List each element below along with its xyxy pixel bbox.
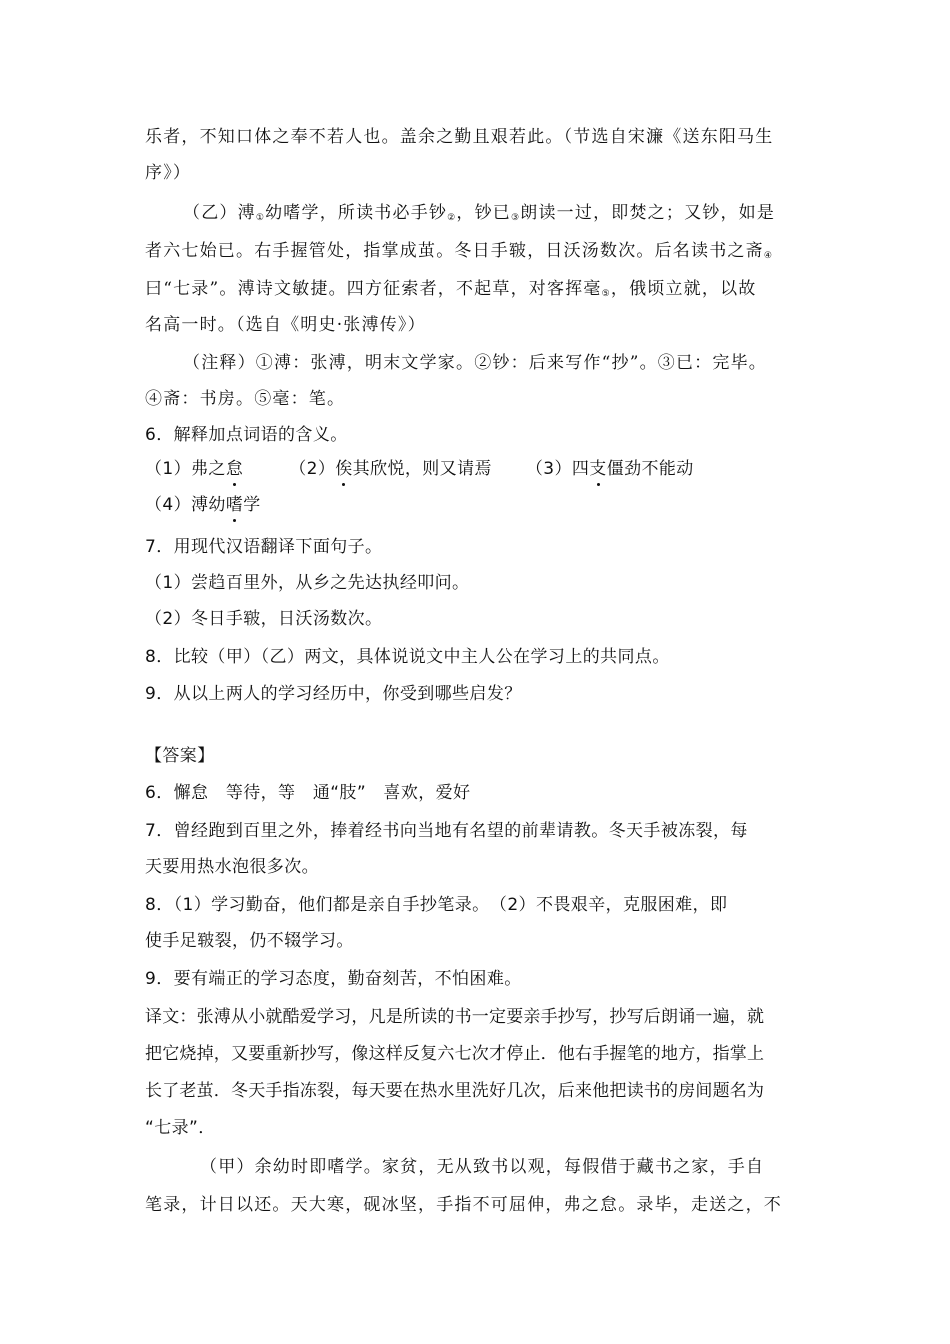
passage-jia-line: 笔录，计日以还。天大寒，砚冰坚，手指不可屈伸，弗之怠。录毕，走送之，不 — [145, 1195, 782, 1215]
dotted-word: 嗜 — [225, 495, 244, 515]
answer-9: 9．要有端正的学习态度，勤奋刻苦，不怕困难。 — [145, 969, 522, 989]
answer-heading: 【答案】 — [145, 746, 215, 766]
passage-yi-line: 名高一时。（选自《明史·张溥传》） — [145, 315, 426, 335]
dotted-word: 支 — [589, 459, 607, 479]
dotted-word: 怠 — [225, 459, 244, 479]
question-7: 7．用现代汉语翻译下面句子。 — [145, 537, 383, 557]
annotation-line: （注释）①溥：张溥，明末文学家。②钞：后来写作“抄”。③已：完毕。 — [183, 353, 767, 373]
answer-6: 6．懈怠 等待，等 通“肢” 喜欢，爱好 — [145, 783, 471, 803]
passage-jia-line: （甲）余幼时即嗜学。家贫，无从致书以观，每假借于藏书之家，手自 — [200, 1157, 765, 1177]
question-9: 9．从以上两人的学习经历中，你受到哪些启发？ — [145, 684, 522, 704]
question-7-item: （2）冬日手皲，日沃汤数次。 — [145, 609, 383, 629]
passage-yi-line: 者六七始已。右手握管处，指掌成茧。冬日手皲，日沃汤数次。后名读书之斋$_④$ — [145, 241, 774, 261]
passage-line: 乐者，不知口体之奉不若人也。盖余之勤且艰若此。（节选自宋濂《送东阳马生 — [145, 127, 774, 147]
question-6-item-4: （4）溥幼嗜学 — [145, 495, 261, 515]
dotted-word: 俟 — [335, 459, 353, 479]
question-6-items: （1）弗之怠 （2）俟其欣悦，则又请焉 （3）四支僵劲不能动 — [145, 459, 694, 479]
question-7-item: （1）尝趋百里外，从乡之先达执经叩问。 — [145, 573, 470, 593]
passage-line: 序》） — [145, 163, 192, 183]
question-6: 6．解释加点词语的含义。 — [145, 425, 348, 445]
answer-8: 8．（1）学习勤奋，他们都是亲自手抄笔录。 （2）不畏艰辛，克服困难，即 — [145, 895, 728, 915]
passage-yi-line: （乙）溥$_①$幼嗜学，所读书必手钞$_②$，钞已$_③$朗读一过，即焚之；又钞，如是 — [183, 203, 776, 223]
translation-line: 把它烧掉，又要重新抄写，像这样反复六七次才停止．他右手握笔的地方，指掌上 — [145, 1044, 765, 1064]
translation-line: 译文：张溥从小就酷爱学习，凡是所读的书一定要亲手抄写，抄写后朗诵一遍，就 — [145, 1007, 765, 1027]
answer-8: 使手足皲裂，仍不辍学习。 — [145, 931, 354, 951]
answer-7: 天要用热水泡很多次。 — [145, 857, 319, 877]
question-8: 8．比较（甲）（乙）两文，具体说说文中主人公在学习上的共同点。 — [145, 647, 670, 667]
translation-line: 长了老茧．冬天手指冻裂，每天要在热水里洗好几次，后来他把读书的房间题名为 — [145, 1081, 765, 1101]
answer-7: 7．曾经跑到百里之外，捧着经书向当地有名望的前辈请教。冬天手被冻裂，每 — [145, 821, 748, 841]
passage-yi-line: 曰“七录”。溥诗文敏捷。四方征索者，不起草，对客挥毫$_⑤$，俄顷立就，以故 — [145, 279, 757, 299]
translation-line: “七录”． — [145, 1118, 216, 1138]
annotation-line: ④斋：书房。⑤毫：笔。 — [145, 389, 346, 409]
